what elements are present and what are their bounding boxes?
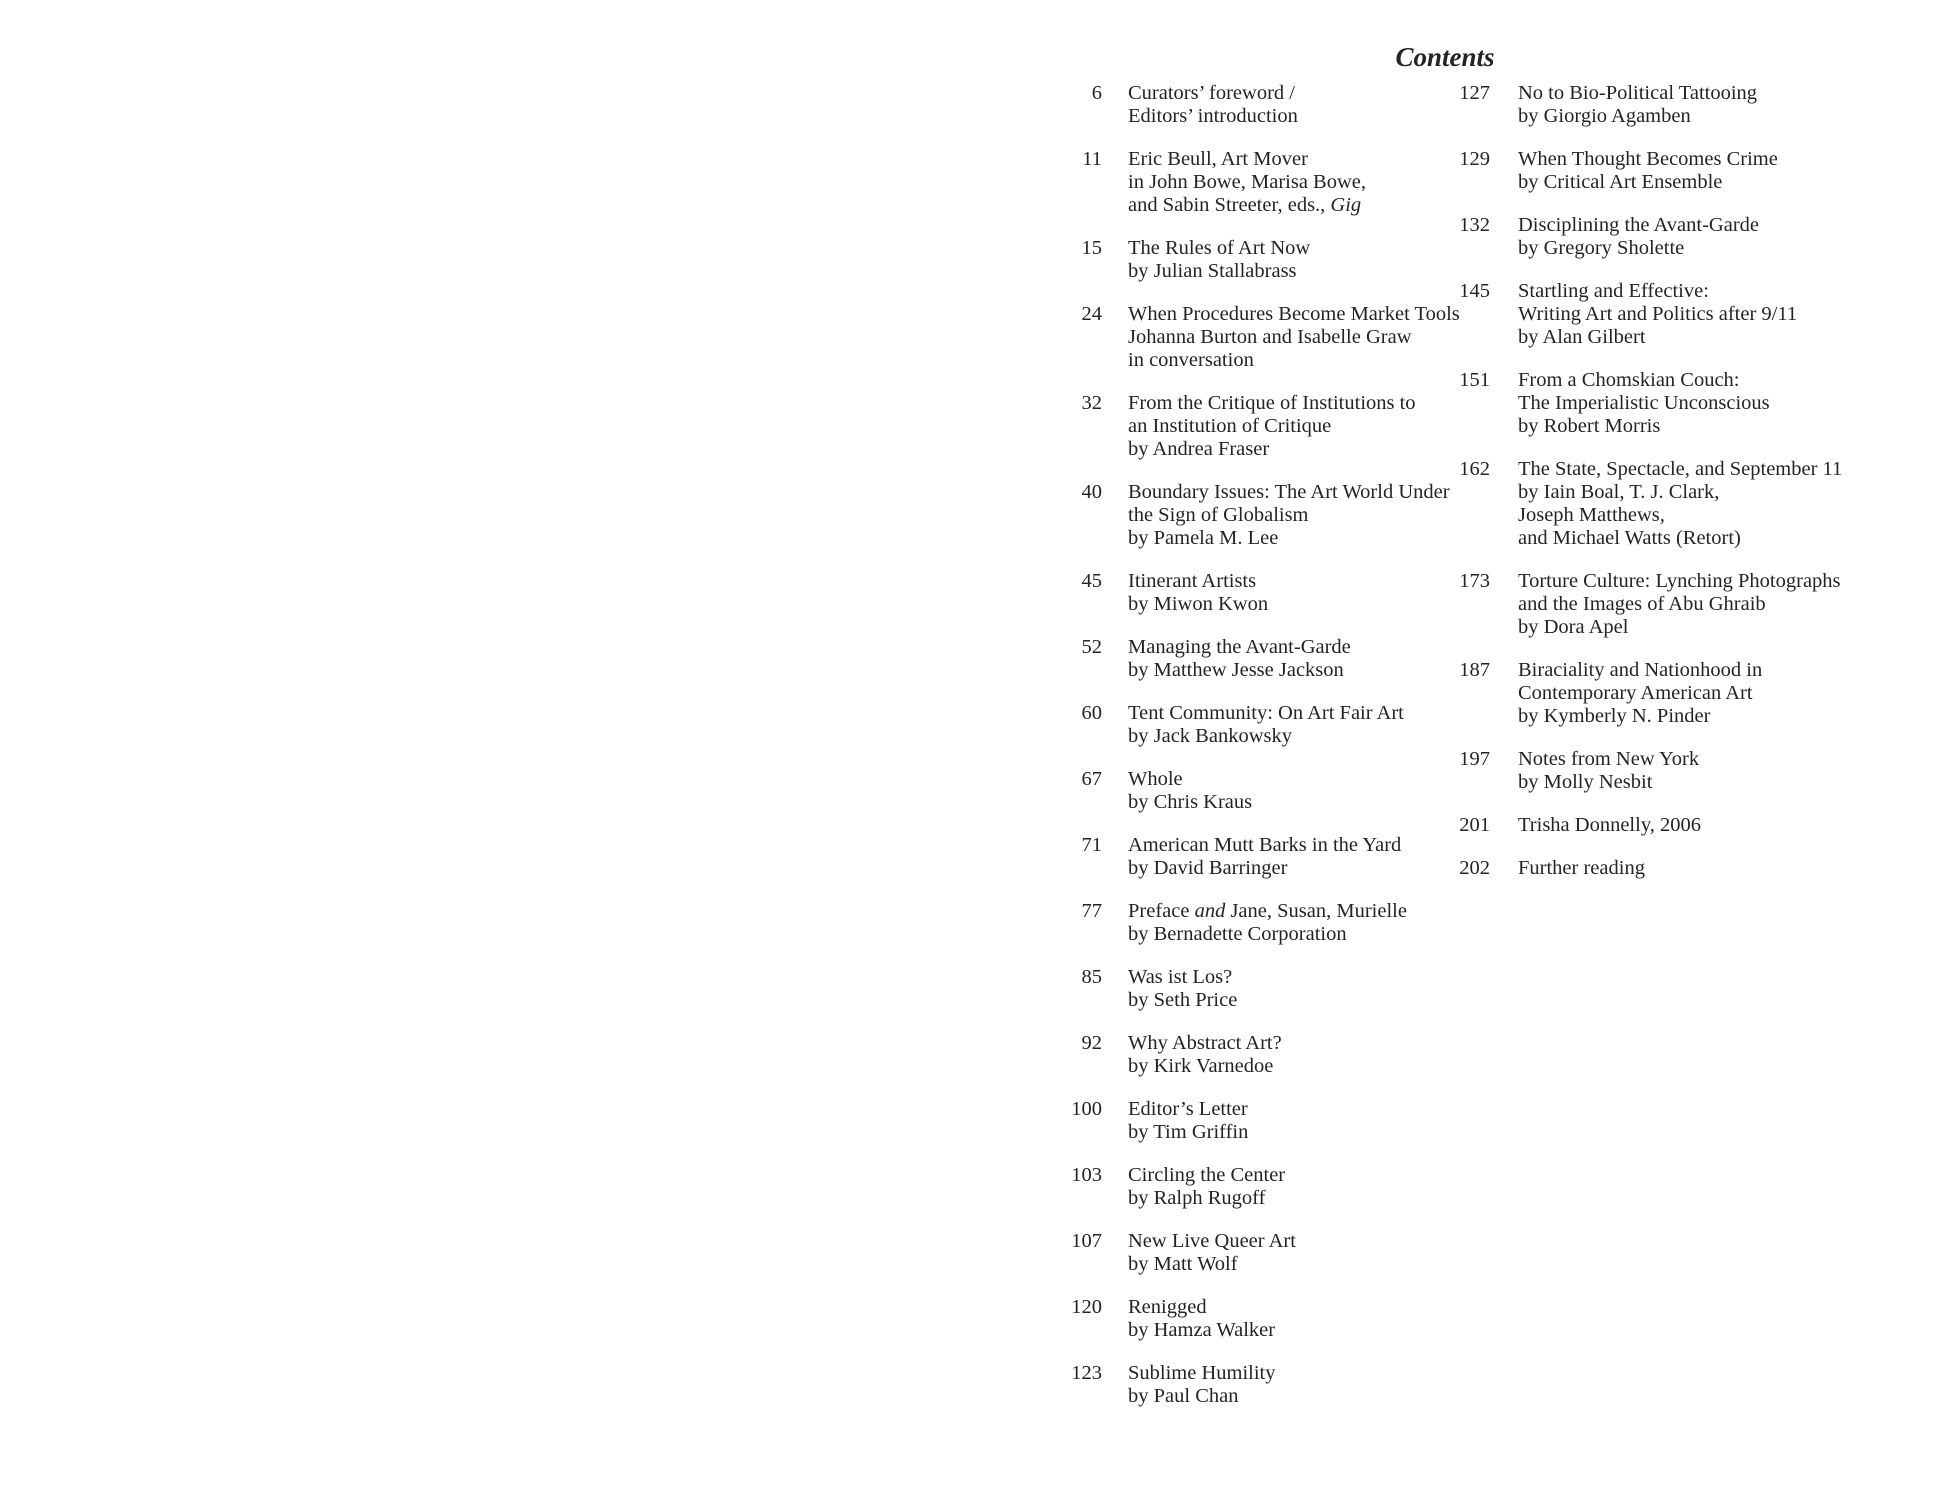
toc-entry-line	[1128, 303, 1460, 326]
toc-entry	[1030, 1098, 1460, 1144]
toc-entry-line	[1128, 1319, 1275, 1342]
toc-text: an Institution of Critique	[1128, 415, 1332, 437]
toc-entry-line	[1128, 768, 1252, 791]
toc-entry-line	[1128, 260, 1310, 283]
toc-page-number: 11	[1082, 148, 1102, 170]
toc-page-number: 202	[1459, 857, 1490, 879]
toc-entry	[1030, 303, 1460, 372]
toc-entry	[1030, 702, 1460, 748]
toc-text: by Bernadette Corporation	[1128, 923, 1347, 945]
toc-page-number: 71	[1081, 834, 1102, 856]
toc-entry-text	[1518, 280, 1797, 349]
toc-text: Curators’ foreword /	[1128, 82, 1295, 104]
toc-entry-line	[1128, 989, 1237, 1012]
toc-page-number: 145	[1459, 280, 1490, 302]
toc-text: Biraciality and Nationhood in	[1518, 659, 1763, 681]
toc-entry-text	[1128, 82, 1298, 128]
toc-entry	[1030, 768, 1460, 814]
toc-entry-line	[1128, 392, 1416, 415]
toc-entry-text	[1128, 1296, 1275, 1342]
toc-text: No to Bio-Political Tattooing	[1518, 82, 1758, 104]
toc-page-number: 60	[1081, 702, 1102, 724]
toc-entry-line	[1518, 857, 1645, 880]
toc-entry-line	[1128, 481, 1450, 504]
toc-entry-text	[1128, 900, 1407, 946]
toc-entry-line	[1518, 369, 1770, 392]
toc-entry-line	[1518, 280, 1797, 303]
toc-text: by Jack Bankowsky	[1128, 725, 1292, 747]
toc-text: by Molly Nesbit	[1518, 771, 1653, 793]
toc-entry-line	[1518, 659, 1762, 682]
toc-italic-text: Gig	[1330, 194, 1362, 216]
toc-entry-text	[1518, 82, 1757, 128]
toc-entry	[1030, 392, 1460, 461]
toc-text: by Dora Apel	[1518, 616, 1629, 638]
toc-entry-text	[1518, 369, 1770, 438]
toc-entry-text	[1128, 834, 1401, 880]
toc-entry-line	[1128, 504, 1450, 527]
toc-text: Managing the Avant-Garde	[1128, 636, 1351, 658]
toc-page-number: 197	[1459, 748, 1490, 770]
toc-text: by Gregory Sholette	[1518, 237, 1685, 259]
toc-text: by Andrea Fraser	[1128, 438, 1270, 460]
toc-entry-text	[1128, 1164, 1285, 1210]
toc-entry-text	[1128, 1032, 1282, 1078]
toc-text: by Kirk Varnedoe	[1128, 1055, 1274, 1077]
toc-entry-line	[1518, 814, 1701, 837]
toc-entry-line	[1128, 966, 1237, 989]
toc-text: by Paul Chan	[1128, 1385, 1239, 1407]
toc-text: Editor’s Letter	[1128, 1098, 1248, 1120]
toc-text: Whole	[1128, 768, 1183, 790]
toc-entry-line	[1518, 326, 1797, 349]
toc-entry	[1030, 1296, 1460, 1342]
toc-entry	[1418, 570, 1918, 639]
toc-page-number: 92	[1081, 1032, 1102, 1054]
toc-entry	[1030, 1230, 1460, 1276]
toc-text: Further reading	[1518, 857, 1645, 879]
toc-entry-text	[1128, 392, 1416, 461]
toc-entry-line	[1518, 771, 1699, 794]
toc-text: by Pamela M. Lee	[1128, 527, 1279, 549]
toc-entry-line	[1518, 682, 1762, 705]
toc-text: by Giorgio Agamben	[1518, 105, 1691, 127]
toc-entry-line	[1518, 748, 1699, 771]
toc-page-number: 123	[1071, 1362, 1102, 1384]
toc-text: Joseph Matthews,	[1518, 504, 1665, 526]
toc-text: Torture Culture: Lynching Photographs	[1518, 570, 1841, 592]
toc-page-number: 40	[1081, 481, 1102, 503]
toc-text: Tent Community: On Art Fair Art	[1128, 702, 1404, 724]
toc-page-number: 132	[1459, 214, 1490, 236]
toc-entry-line	[1128, 148, 1366, 171]
page-title: Contents	[1395, 42, 1495, 72]
toc-entry-line	[1128, 593, 1268, 616]
toc-entry-line	[1128, 900, 1407, 923]
toc-page-number: 129	[1459, 148, 1490, 170]
toc-text: Trisha Donnelly, 2006	[1518, 814, 1701, 836]
toc-text: Boundary Issues: The Art World Under	[1128, 481, 1450, 503]
toc-text: Disciplining the Avant-Garde	[1518, 214, 1760, 236]
toc-text: When Thought Becomes Crime	[1518, 148, 1778, 170]
toc-text: by David Barringer	[1128, 857, 1288, 879]
toc-entry-text	[1518, 814, 1701, 837]
toc-text: in conversation	[1128, 349, 1254, 371]
toc-entry-line	[1128, 1121, 1248, 1144]
toc-text: From the Critique of Institutions to	[1128, 392, 1416, 414]
toc-page-number: 45	[1081, 570, 1102, 592]
toc-entry-line	[1518, 214, 1759, 237]
toc-entry-line	[1128, 1098, 1248, 1121]
toc-page-number: 103	[1071, 1164, 1102, 1186]
toc-entry	[1418, 748, 1918, 794]
toc-entry-line	[1128, 1055, 1282, 1078]
toc-entry-line	[1128, 791, 1252, 814]
toc-page-number: 162	[1459, 458, 1490, 480]
toc-entry	[1030, 834, 1460, 880]
toc-entry-line	[1128, 636, 1351, 659]
toc-entry-text	[1128, 570, 1268, 616]
toc-page-number: 24	[1081, 303, 1102, 325]
toc-entry	[1030, 1362, 1460, 1408]
toc-entry-line	[1128, 1296, 1275, 1319]
toc-text: The Imperialistic Unconscious	[1518, 392, 1770, 414]
toc-text: by Seth Price	[1128, 989, 1238, 1011]
toc-entry-text	[1128, 303, 1460, 372]
toc-entry	[1030, 237, 1460, 283]
toc-page-number: 52	[1081, 636, 1102, 658]
toc-entry-line	[1518, 105, 1757, 128]
toc-entry-line	[1128, 659, 1351, 682]
toc-text: by Tim Griffin	[1128, 1121, 1249, 1143]
toc-entry-text	[1518, 148, 1778, 194]
toc-entry-line	[1128, 349, 1460, 372]
toc-entry-line	[1518, 82, 1757, 105]
toc-text: by Robert Morris	[1518, 415, 1661, 437]
toc-entry-text	[1128, 481, 1450, 550]
toc-entry-line	[1518, 527, 1842, 550]
toc-right-column	[1418, 82, 1918, 900]
toc-entry-line	[1518, 705, 1762, 728]
toc-text: and Sabin Streeter, eds.,	[1128, 194, 1331, 216]
toc-text: by Ralph Rugoff	[1128, 1187, 1266, 1209]
toc-text: Jane, Susan, Murielle	[1225, 900, 1407, 922]
toc-page-number: 151	[1459, 369, 1490, 391]
toc-page-number: 32	[1081, 392, 1102, 414]
toc-text: by Julian Stallabrass	[1128, 260, 1297, 282]
toc-entry-line	[1518, 481, 1842, 504]
toc-entry-text	[1518, 458, 1842, 550]
toc-entry-line	[1128, 923, 1407, 946]
toc-entry-line	[1518, 392, 1770, 415]
toc-page-number: 6	[1091, 82, 1102, 104]
toc-entry-line	[1128, 1385, 1276, 1408]
toc-entry-line	[1518, 237, 1759, 260]
toc-page-number: 120	[1071, 1296, 1102, 1318]
toc-page-number: 15	[1081, 237, 1102, 259]
toc-entry-line	[1128, 702, 1404, 725]
toc-entry-text	[1128, 237, 1310, 283]
toc-entry-text	[1128, 1230, 1296, 1276]
toc-page-number: 173	[1459, 570, 1490, 592]
toc-entry-line	[1128, 725, 1404, 748]
toc-entry-line	[1128, 105, 1298, 128]
toc-text: Renigged	[1128, 1296, 1207, 1318]
toc-page-number: 85	[1081, 966, 1102, 988]
toc-text: by Iain Boal, T. J. Clark,	[1518, 481, 1720, 503]
toc-text: by Kymberly N. Pinder	[1518, 705, 1711, 727]
toc-page-number: 67	[1081, 768, 1102, 790]
toc-text: by Hamza Walker	[1128, 1319, 1276, 1341]
toc-text: New Live Queer Art	[1128, 1230, 1296, 1252]
toc-text: When Procedures Become Market Tools	[1128, 303, 1460, 325]
toc-entry-line	[1128, 171, 1366, 194]
toc-text: The Rules of Art Now	[1128, 237, 1311, 259]
toc-entry-text	[1128, 636, 1351, 682]
toc-entry-line	[1128, 415, 1416, 438]
toc-entry	[1030, 1032, 1460, 1078]
toc-entry	[1418, 148, 1918, 194]
toc-entry-line	[1128, 1362, 1276, 1385]
toc-entry-text	[1128, 702, 1404, 748]
toc-entry	[1030, 481, 1460, 550]
toc-text: From a Chomskian Couch:	[1518, 369, 1740, 391]
toc-entry-text	[1518, 659, 1762, 728]
toc-entry-line	[1128, 1187, 1285, 1210]
toc-page-number: 201	[1459, 814, 1490, 836]
toc-text: The State, Spectacle, and September 11	[1518, 458, 1843, 480]
toc-text: Startling and Effective:	[1518, 280, 1709, 302]
toc-text: the Sign of Globalism	[1128, 504, 1309, 526]
toc-entry	[1418, 369, 1918, 438]
toc-entry-line	[1518, 570, 1841, 593]
toc-text: by Matthew Jesse Jackson	[1128, 659, 1344, 681]
toc-entry-line	[1128, 857, 1401, 880]
toc-entry	[1030, 570, 1460, 616]
toc-text: Circling the Center	[1128, 1164, 1286, 1186]
toc-entry-line	[1518, 303, 1797, 326]
toc-entry	[1418, 814, 1918, 837]
toc-entry-line	[1128, 194, 1366, 217]
toc-text: by Matt Wolf	[1128, 1253, 1238, 1275]
toc-text: by Critical Art Ensemble	[1518, 171, 1723, 193]
toc-text: and Michael Watts (Retort)	[1518, 527, 1741, 549]
toc-text: Why Abstract Art?	[1128, 1032, 1282, 1054]
toc-text: Johanna Burton and Isabelle Graw	[1128, 326, 1412, 348]
toc-entry-line	[1128, 438, 1416, 461]
toc-entry	[1030, 966, 1460, 1012]
toc-entry	[1030, 636, 1460, 682]
toc-entry	[1418, 458, 1918, 550]
toc-page-number: 77	[1081, 900, 1102, 922]
toc-entry-line	[1128, 834, 1401, 857]
toc-entry-line	[1128, 1032, 1282, 1055]
toc-entry	[1418, 280, 1918, 349]
toc-entry	[1418, 659, 1918, 728]
toc-entry-line	[1128, 1230, 1296, 1253]
toc-entry	[1030, 148, 1460, 217]
toc-entry-line	[1128, 570, 1268, 593]
toc-entry	[1418, 82, 1918, 128]
toc-entry-text	[1128, 768, 1252, 814]
toc-entry-text	[1518, 214, 1759, 260]
toc-text: by Chris Kraus	[1128, 791, 1253, 813]
toc-entry-line	[1128, 1164, 1285, 1187]
toc-entry-line	[1128, 237, 1310, 260]
toc-entry-line	[1518, 415, 1770, 438]
toc-text: in John Bowe, Marisa Bowe,	[1128, 171, 1367, 193]
toc-entry	[1030, 1164, 1460, 1210]
toc-entry	[1418, 857, 1918, 880]
toc-text: Notes from New York	[1518, 748, 1700, 770]
toc-text: Was ist Los?	[1128, 966, 1233, 988]
toc-text: American Mutt Barks in the Yard	[1128, 834, 1402, 856]
toc-text: Itinerant Artists	[1128, 570, 1257, 592]
toc-entry-line	[1128, 82, 1298, 105]
toc-entry	[1030, 82, 1460, 128]
toc-page-number: 187	[1459, 659, 1490, 681]
toc-entry	[1030, 900, 1460, 946]
toc-entry-line	[1518, 616, 1841, 639]
toc-page-number: 100	[1071, 1098, 1102, 1120]
toc-entry-line	[1128, 1253, 1296, 1276]
toc-entry-line	[1128, 326, 1460, 349]
toc-entry-text	[1128, 1362, 1276, 1408]
toc-entry-line	[1518, 148, 1778, 171]
toc-entry-text	[1518, 748, 1699, 794]
toc-text: Contemporary American Art	[1518, 682, 1753, 704]
toc-entry-line	[1518, 171, 1778, 194]
toc-entry	[1418, 214, 1918, 260]
toc-entry-line	[1128, 527, 1450, 550]
toc-page-number: 107	[1071, 1230, 1102, 1252]
toc-entry-line	[1518, 593, 1841, 616]
toc-text: by Miwon Kwon	[1128, 593, 1269, 615]
toc-text: Eric Beull, Art Mover	[1128, 148, 1308, 170]
toc-entry-text	[1128, 966, 1237, 1012]
toc-entry-text	[1518, 570, 1841, 639]
toc-italic-text: and	[1194, 900, 1226, 922]
toc-text: Writing Art and Politics after 9/11	[1518, 303, 1798, 325]
toc-text: Sublime Humility	[1128, 1362, 1276, 1384]
toc-entry-text	[1128, 148, 1366, 217]
toc-text: and the Images of Abu Ghraib	[1518, 593, 1766, 615]
toc-entry-text	[1128, 1098, 1248, 1144]
toc-entry-line	[1518, 458, 1842, 481]
toc-left-column	[1030, 82, 1460, 1428]
toc-entry-text	[1518, 857, 1645, 880]
toc-entry-line	[1518, 504, 1842, 527]
toc-text: Preface	[1128, 900, 1195, 922]
toc-text: Editors’ introduction	[1128, 105, 1298, 127]
toc-text: by Alan Gilbert	[1518, 326, 1646, 348]
toc-page-number: 127	[1459, 82, 1490, 104]
